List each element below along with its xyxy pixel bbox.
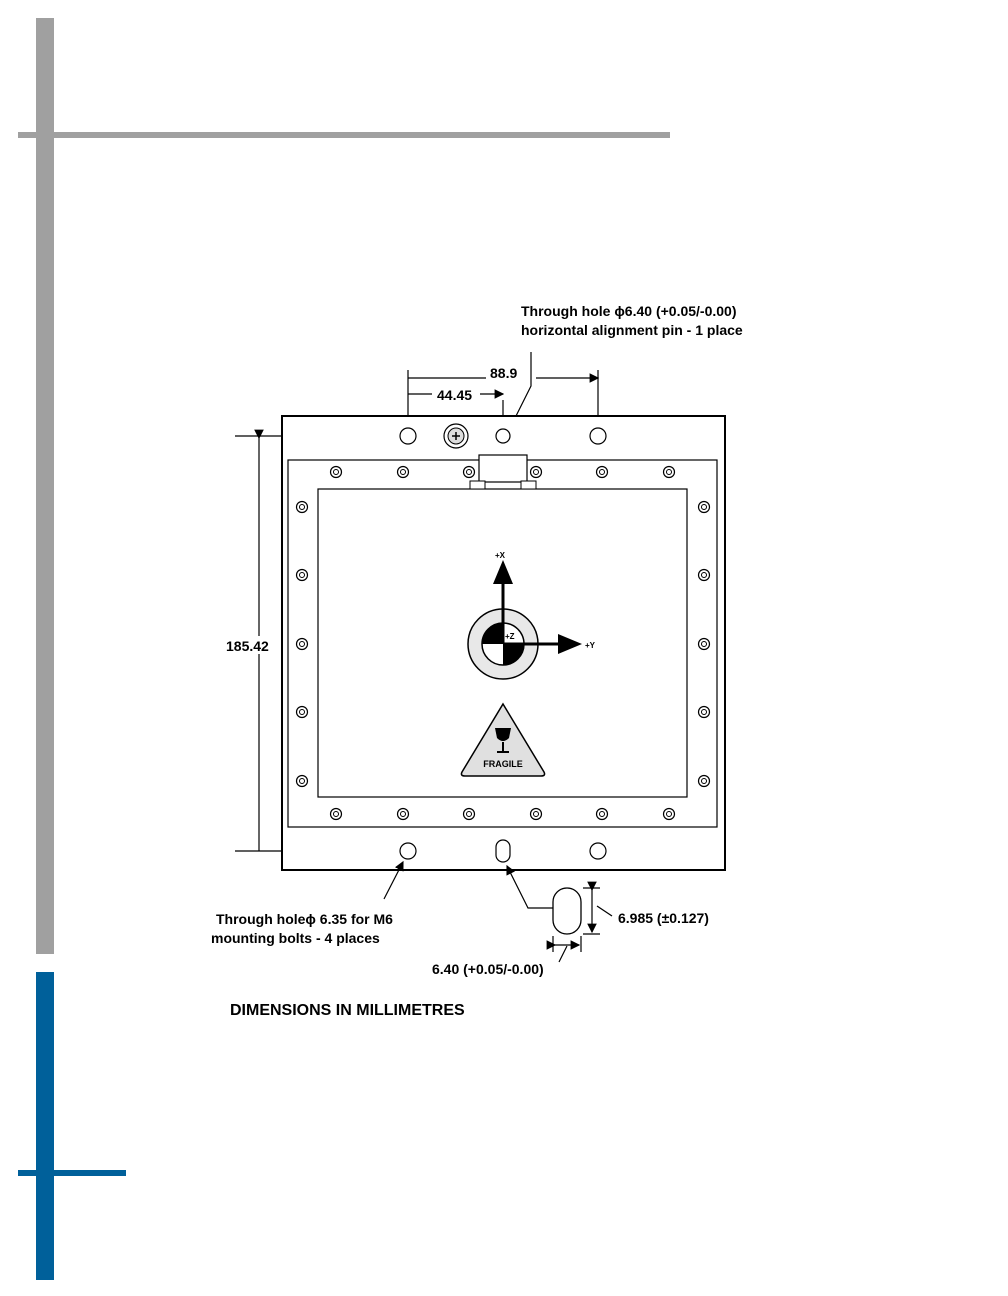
flange-screw [297, 502, 308, 513]
slot-width-label: 6.40 (+0.05/-0.00) [432, 961, 544, 977]
flange-screw [464, 467, 475, 478]
dimensions-note: DIMENSIONS IN MILLIMETRES [230, 1002, 465, 1019]
dim-88-9-label: 88.9 [490, 365, 518, 381]
flange-screw [398, 809, 409, 820]
alignment-slot [496, 840, 510, 862]
flange-screw [597, 809, 608, 820]
slot-height-leader [597, 906, 612, 916]
flange-screw [398, 467, 409, 478]
connector-tab-right [521, 481, 536, 489]
top-hole-note-line1: Through hole ϕ6.40 (+0.05/-0.00) [521, 303, 737, 319]
dim-185-42-label: 185.42 [226, 638, 269, 654]
flange-screw [297, 570, 308, 581]
flange-screw [597, 467, 608, 478]
flange-screw [699, 502, 710, 513]
mounting-hole-bottom-left [400, 843, 416, 859]
bottom-hole-note-line1: Through holeϕ 6.35 for M6 [216, 911, 393, 927]
axis-label-y: +Y [585, 641, 596, 650]
axis-label-z: +Z [505, 632, 515, 641]
slot-detail-leader [507, 866, 553, 908]
flange-screw [297, 639, 308, 650]
flange-screw [699, 776, 710, 787]
connector-tab-left [470, 481, 485, 489]
slot-detail [553, 888, 581, 934]
bottom-hole-note-line2: mounting bolts - 4 places [211, 930, 380, 946]
flange-screw [531, 467, 542, 478]
dim-44-45-label: 44.45 [437, 387, 473, 403]
fastener-icon [444, 424, 468, 448]
mounting-hole-bottom-right [590, 843, 606, 859]
slot-height-label: 6.985 (±0.127) [618, 910, 709, 926]
flange-screw [297, 776, 308, 787]
flange-screw [297, 707, 308, 718]
fragile-label: FRAGILE [483, 759, 523, 769]
alignment-pin-hole [496, 429, 510, 443]
flange-screw [331, 809, 342, 820]
flange-screw [664, 467, 675, 478]
flange-screw [699, 707, 710, 718]
mounting-hole-top-left [400, 428, 416, 444]
flange-screw [664, 809, 675, 820]
flange-screw [699, 639, 710, 650]
top-hole-note-line2: horizontal alignment pin - 1 place [521, 322, 743, 338]
axis-label-x: +X [495, 551, 506, 560]
flange-screw [531, 809, 542, 820]
slot-width-leader [559, 946, 567, 962]
flange-screw [331, 467, 342, 478]
flange-screw [699, 570, 710, 581]
mounting-hole-top-right [590, 428, 606, 444]
flange-screw [464, 809, 475, 820]
connector-block [479, 455, 527, 482]
